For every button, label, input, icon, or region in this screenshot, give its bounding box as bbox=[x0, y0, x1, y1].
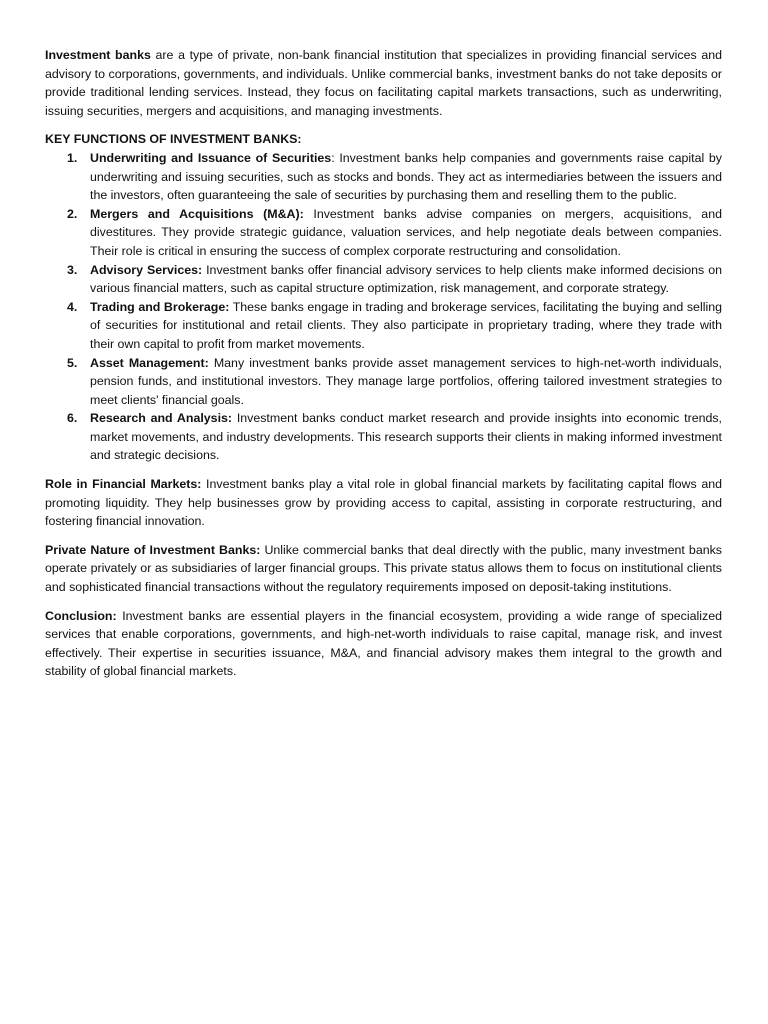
list-item-number: 6. bbox=[67, 411, 78, 426]
list-item-number: 5. bbox=[67, 355, 78, 370]
document-page bbox=[45, 46, 722, 691]
list-item bbox=[45, 409, 722, 465]
list-item-title: Underwriting and Issuance of Securities bbox=[90, 150, 332, 165]
list-item-title: Asset Management: bbox=[90, 355, 209, 370]
list-item bbox=[45, 261, 722, 298]
list-item-number: 4. bbox=[67, 299, 78, 314]
intro-paragraph bbox=[45, 46, 722, 120]
private-nature-title: Private Nature of Investment Banks: bbox=[45, 542, 261, 557]
conclusion-title: Conclusion: bbox=[45, 608, 117, 623]
intro-text: are a type of private, non-bank financial institution that specializes in providing financial services and advisory to corporations, governments, and individuals. Unlike commercial banks, investment banks do not take deposits or provide traditional lending services. Instead, they focus on facilitating capital markets transactions, such as underwriting, issuing securities, mergers and acquisitions, and managing investments. bbox=[45, 48, 722, 118]
list-item bbox=[45, 298, 722, 354]
list-item-text: Many investment banks provide asset management services to high-net-worth individuals, pension funds, and institutional investors. They manage large portfolios, offering tailored investment strategies to meet clients' financial goals. bbox=[90, 355, 722, 407]
list-item-title: Research and Analysis: bbox=[90, 411, 233, 426]
role-text: Investment banks play a vital role in global financial markets by facilitating capital flows and promoting liquidity. They help businesses grow by providing access to capital, assisting in corporate restructuring, and fostering financial innovation. bbox=[45, 477, 722, 529]
list-item-title: Mergers and Acquisitions (M&A): bbox=[90, 206, 304, 221]
functions-heading: KEY FUNCTIONS OF INVESTMENT BANKS: bbox=[45, 132, 302, 147]
list-item bbox=[45, 149, 722, 205]
conclusion-text: Investment banks are essential players in the financial ecosystem, providing a wide range of specialized services that enable corporations, governments, and high-net-worth individuals to raise capital, manage risk, and invest effectively. Their expertise in securities issuance, M&A, and financial advisory makes them integral to the growth and stability of global financial markets. bbox=[45, 608, 722, 679]
private-nature-text: Unlike commercial banks that deal directly with the public, many investment banks operate privately or as subsidiaries of larger financial groups. This private status allows them to focus on institutional clients and sophisticated financial transactions without the regulatory requirements imposed on deposit-taking institutions. bbox=[45, 542, 722, 595]
list-item bbox=[45, 354, 722, 410]
list-item-number: 3. bbox=[67, 262, 78, 277]
list-item-text: Investment banks advise companies on mergers, acquisitions, and divestitures. They provide strategic guidance, valuation services, and help negotiate deals between companies. Their role is critical in ensuring the success of complex corporate restructuring and consolidation. bbox=[90, 206, 722, 258]
functions-list bbox=[45, 149, 722, 465]
private-nature-paragraph bbox=[45, 541, 722, 597]
intro-term: Investment banks bbox=[45, 48, 151, 62]
list-item-number: 1. bbox=[67, 150, 78, 165]
list-item-title: Trading and Brokerage: bbox=[90, 299, 230, 314]
list-item bbox=[45, 205, 722, 261]
list-item-text: Investment banks offer financial advisory services to help clients make informed decisions on various financial matters, such as capital structure optimization, risk management, and corporate strategy. bbox=[90, 262, 723, 296]
conclusion-paragraph bbox=[45, 607, 722, 681]
list-item-text: These banks engage in trading and brokerage services, facilitating the buying and selling of securities for institutional and retail clients. They also participate in proprietary trading, where they trade with their own capital to profit from market movements. bbox=[90, 299, 722, 351]
list-item-title: Advisory Services: bbox=[90, 262, 203, 277]
role-paragraph bbox=[45, 475, 722, 531]
list-item-number: 2. bbox=[67, 206, 78, 221]
list-item-text: Investment banks conduct market research and provide insights into economic trends, market movements, and industry developments. This research supports their clients in making informed investment and strategic decisions. bbox=[90, 411, 723, 463]
list-item-text: : Investment banks help companies and governments raise capital by underwriting and issuing securities, such as stocks and bonds. They act as intermediaries between the issuers and the investors, often guaranteeing the sale of securities by purchasing them and reselling them to the public. bbox=[90, 150, 723, 203]
role-title: Role in Financial Markets: bbox=[45, 477, 202, 492]
